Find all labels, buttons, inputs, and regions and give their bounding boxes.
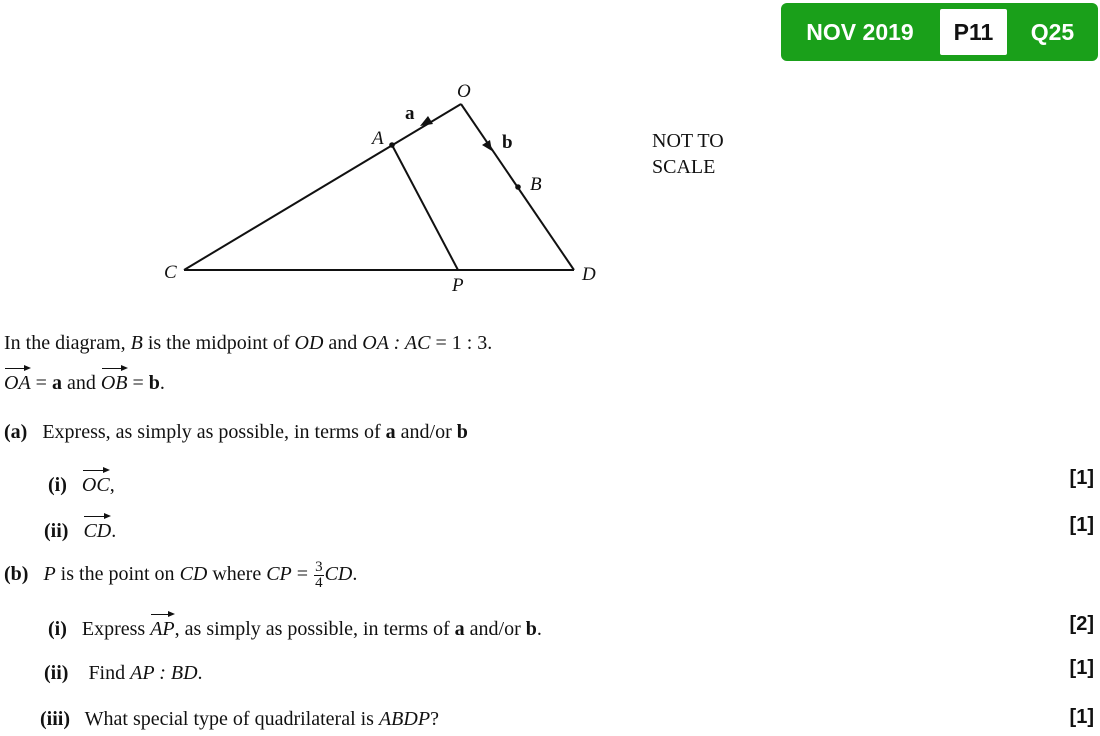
vector-OC: OC <box>82 468 110 498</box>
not-to-scale-note <box>652 128 724 180</box>
point-A <box>389 142 395 148</box>
vector-CD: CD <box>83 514 111 544</box>
fraction-three-quarters: $\frac{3}{4}$ <box>315 559 323 591</box>
marks-b-iii: [1] <box>1069 706 1094 728</box>
label-B: B <box>530 174 542 195</box>
part-a-i: (i) OC, <box>48 468 115 498</box>
paper-number: P11 <box>940 9 1007 55</box>
part-a-stem: (a) Express, as simply as possible, in terms of a and/or b <box>4 421 468 443</box>
marks-b-i: [2] <box>1069 613 1094 635</box>
geometry-diagram <box>0 0 760 310</box>
note-line-2: SCALE <box>652 156 716 178</box>
vector-label-a: a <box>405 103 415 124</box>
marks-a-i: [1] <box>1069 467 1094 489</box>
intro-line-1: In the diagram, B is the midpoint of OD and OA : AC = 1 : 3. <box>4 332 493 354</box>
question-reference-badge <box>781 3 1098 61</box>
part-a-ii: (ii) CD. <box>44 514 116 544</box>
line-CO <box>184 104 461 270</box>
line-AP <box>392 145 458 270</box>
marks-a-ii: [1] <box>1069 514 1094 536</box>
label-O: O <box>457 81 471 102</box>
label-A: A <box>372 128 384 149</box>
intro-line-2: OA = a and OB = b. <box>4 366 165 396</box>
label-C: C <box>164 262 177 283</box>
part-b-ii: (ii) Find AP : BD. <box>44 662 203 684</box>
vector-label-b: b <box>502 132 513 153</box>
label-D: D <box>582 264 596 285</box>
exam-session: NOV 2019 <box>806 19 914 45</box>
label-P: P <box>452 275 464 296</box>
part-a-label: (a) <box>4 421 28 443</box>
part-b-i: (i) Express AP, as simply as possible, in terms of a and/or b. <box>48 612 542 642</box>
vector-AP: AP <box>150 612 174 642</box>
note-line-1: NOT TO <box>652 130 724 152</box>
part-b-label: (b) <box>4 563 29 586</box>
marks-b-ii: [1] <box>1069 657 1094 679</box>
arrow-a <box>420 116 433 126</box>
question-number: Q25 <box>1030 19 1075 45</box>
diagram-svg <box>0 0 760 310</box>
vector-OB: OB <box>101 366 128 396</box>
vector-OA: OA <box>4 366 31 396</box>
part-b-iii: (iii) What special type of quadrilateral is ABDP? <box>40 708 439 730</box>
part-b-stem: (b) P is the point on CD where CP = $\frac{3}{4}$ CD. <box>4 559 358 591</box>
point-B <box>515 184 521 190</box>
